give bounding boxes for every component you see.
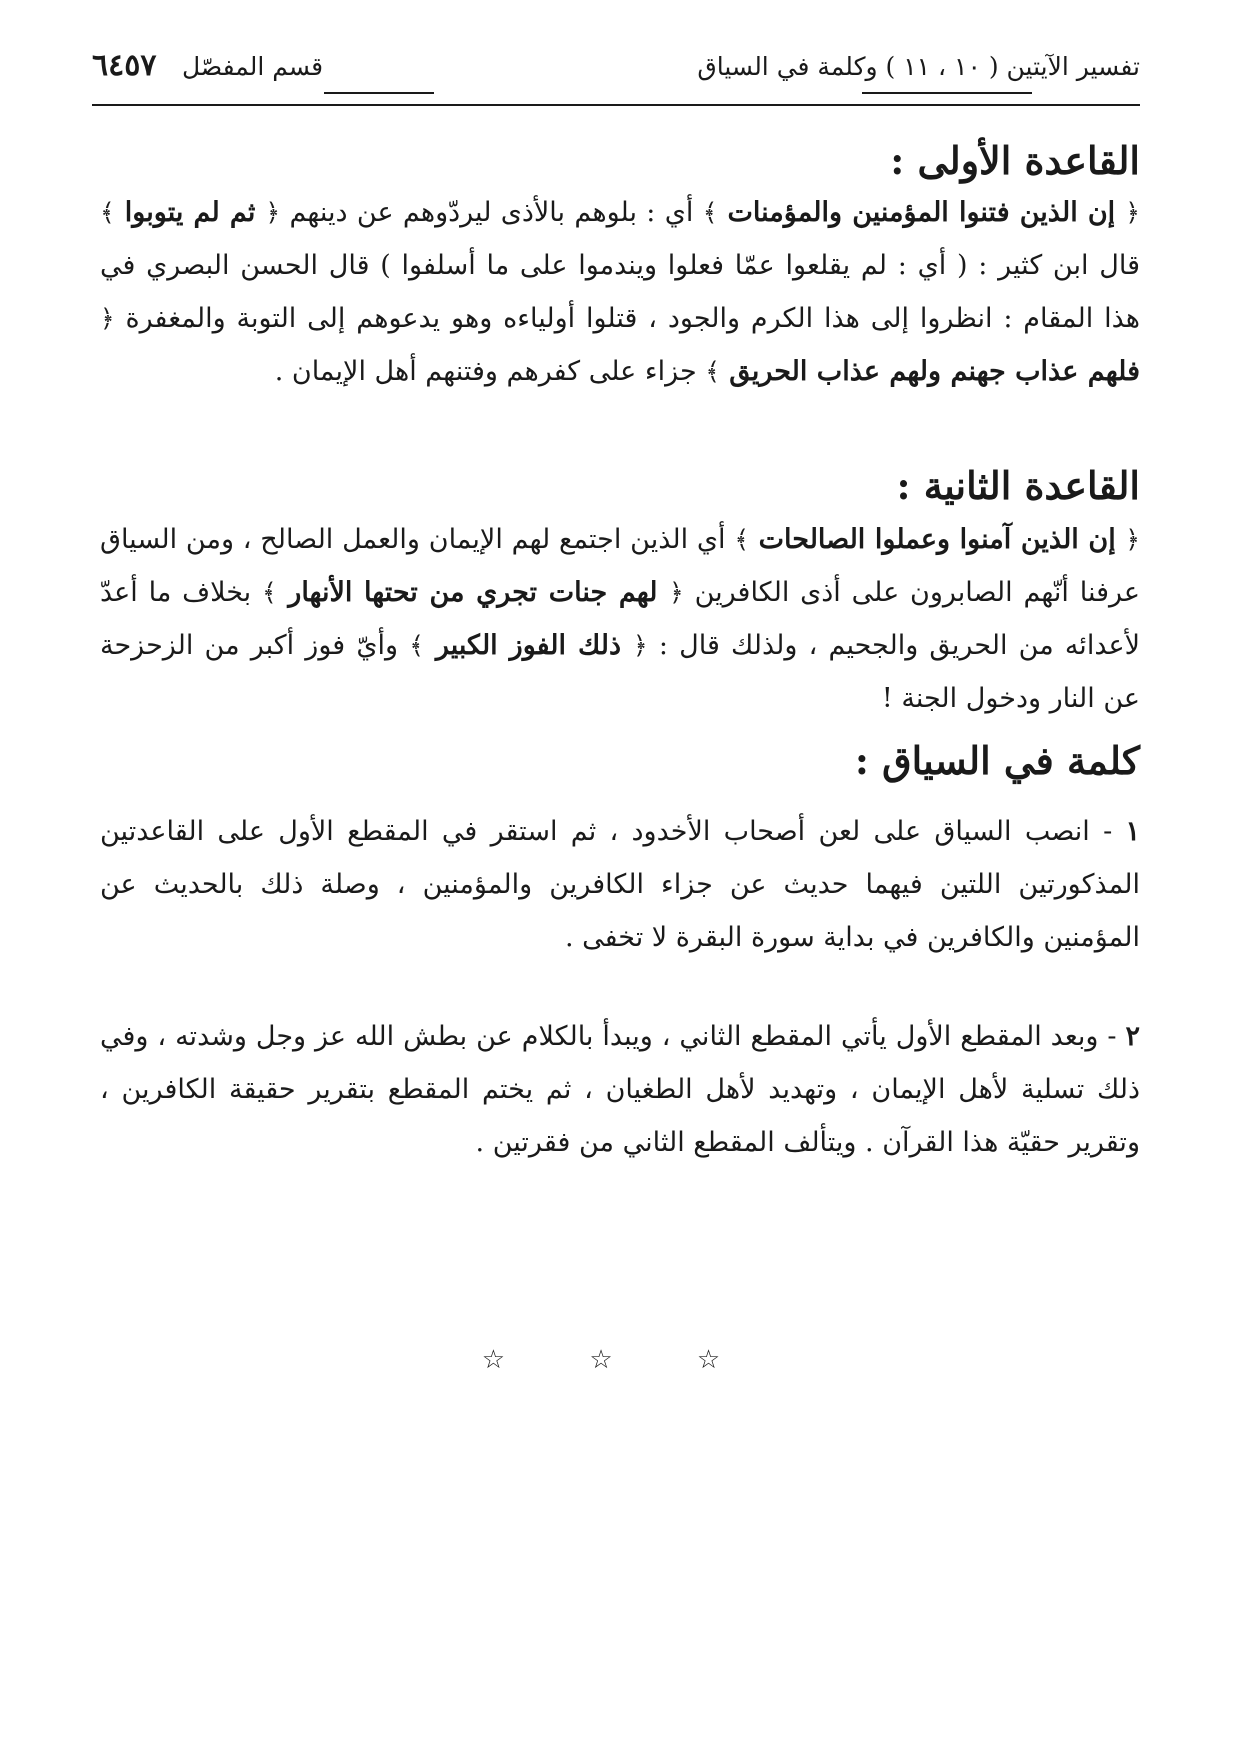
commentary-text: بخلاف ما أعدّ لأعدائه من الحريق والجحيم ، ولذلك قال : xyxy=(100,577,1141,661)
rule-two-paragraph xyxy=(100,513,1140,725)
rule-one-heading: القاعدة الأولى : xyxy=(890,138,1140,183)
header-section: قسم المفصّل xyxy=(182,52,324,81)
commentary-text: جزاء على كفرهم وفتنهم أهل الإيمان . xyxy=(274,356,706,387)
quran-verse: لهم جنات تجري من تحتها الأنهار xyxy=(276,577,670,608)
item-text: - وبعد المقطع الأول يأتي المقطع الثاني ، ويبدأ بالكلام عن بطش الله عز وجل وشدته ، وفي ذلك تسلية لأهل الإيمان ، وتهديد لأهل الطغيان ، ثم يختم المقطع بتقرير حقيقة الكافرين ، وتقرير حقيّة هذا القرآن . ويتألف المقطع الثاني من فقرتين . xyxy=(100,1021,1140,1158)
quran-verse: ثم لم يتوبوا xyxy=(114,197,266,228)
quran-bracket: ﴿ xyxy=(1125,198,1140,227)
quran-bracket: ﴾ xyxy=(705,357,720,386)
quran-verse: إن الذين فتنوا المؤمنين والمؤمنات xyxy=(717,197,1126,228)
quran-bracket: ﴾ xyxy=(100,198,115,227)
quran-bracket: ﴿ xyxy=(633,631,648,660)
commentary-text: أي : بلوهم بالأذى ليردّوهم عن دينهم xyxy=(280,197,703,228)
quran-bracket: ﴿ xyxy=(669,578,684,607)
quran-bracket: ﴿ xyxy=(1125,525,1141,554)
section-end-ornament: ☆ ☆ ☆ xyxy=(481,1345,759,1375)
quran-bracket: ﴾ xyxy=(734,525,750,554)
item-text: - انصب السياق على لعن أصحاب الأخدود ، ثم استقر في المقطع الأول على القاعدتين المذكورتين اللتين فيهما حديث عن جزاء الكافرين والمؤمنين ، وصلة ذلك بالحديث عن المؤمنين والكافرين في بداية سورة البقرة لا تخفى . xyxy=(100,816,1140,953)
context-item-1 xyxy=(100,805,1140,964)
commentary-text: أي الذين اجتمع لهم الإيمان والعمل الصالح ، ومن السياق عرفنا أنّهم الصابرون على أذى الكافرين xyxy=(100,524,1140,608)
running-header xyxy=(92,44,1140,106)
header-underline xyxy=(862,92,1032,94)
quran-verse: ذلك الفوز الكبير xyxy=(423,630,634,661)
page-number: ٦٤٥٧ xyxy=(92,48,157,83)
quran-bracket: ﴾ xyxy=(409,631,424,660)
commentary-text: وأيّ فوز أكبر من الزحزحة عن النار ودخول الجنة ! xyxy=(100,630,1140,714)
header-underline xyxy=(324,92,434,94)
quran-verse: إن الذين آمنوا وعملوا الصالحات xyxy=(749,524,1126,555)
rule-two-heading: القاعدة الثانية : xyxy=(896,463,1140,508)
quran-verse: فلهم عذاب جهنم ولهم عذاب الحريق xyxy=(719,356,1140,387)
rule-one-paragraph xyxy=(100,186,1140,398)
quran-bracket: ﴿ xyxy=(265,198,281,227)
header-title: تفسير الآيتين ( ١٠ ، ١١ ) وكلمة في السياق xyxy=(697,52,1140,81)
context-heading: كلمة في السياق : xyxy=(854,738,1140,783)
context-item-2 xyxy=(100,1010,1140,1169)
item-number: ٢ xyxy=(1125,1021,1140,1052)
quran-bracket: ﴿ xyxy=(100,304,115,333)
item-number: ١ xyxy=(1125,816,1140,847)
quran-bracket: ﴾ xyxy=(261,578,277,607)
commentary-text: قال ابن كثير : ( أي : لم يقلعوا عمّا فعلوا ويندموا على ما أسلفوا ) قال الحسن البصري في هذا المقام : انظروا إلى هذا الكرم والجود ، قتلوا أولياءه وهو يدعوهم إلى التوبة والمغفرة xyxy=(100,250,1140,334)
quran-bracket: ﴾ xyxy=(702,198,718,227)
